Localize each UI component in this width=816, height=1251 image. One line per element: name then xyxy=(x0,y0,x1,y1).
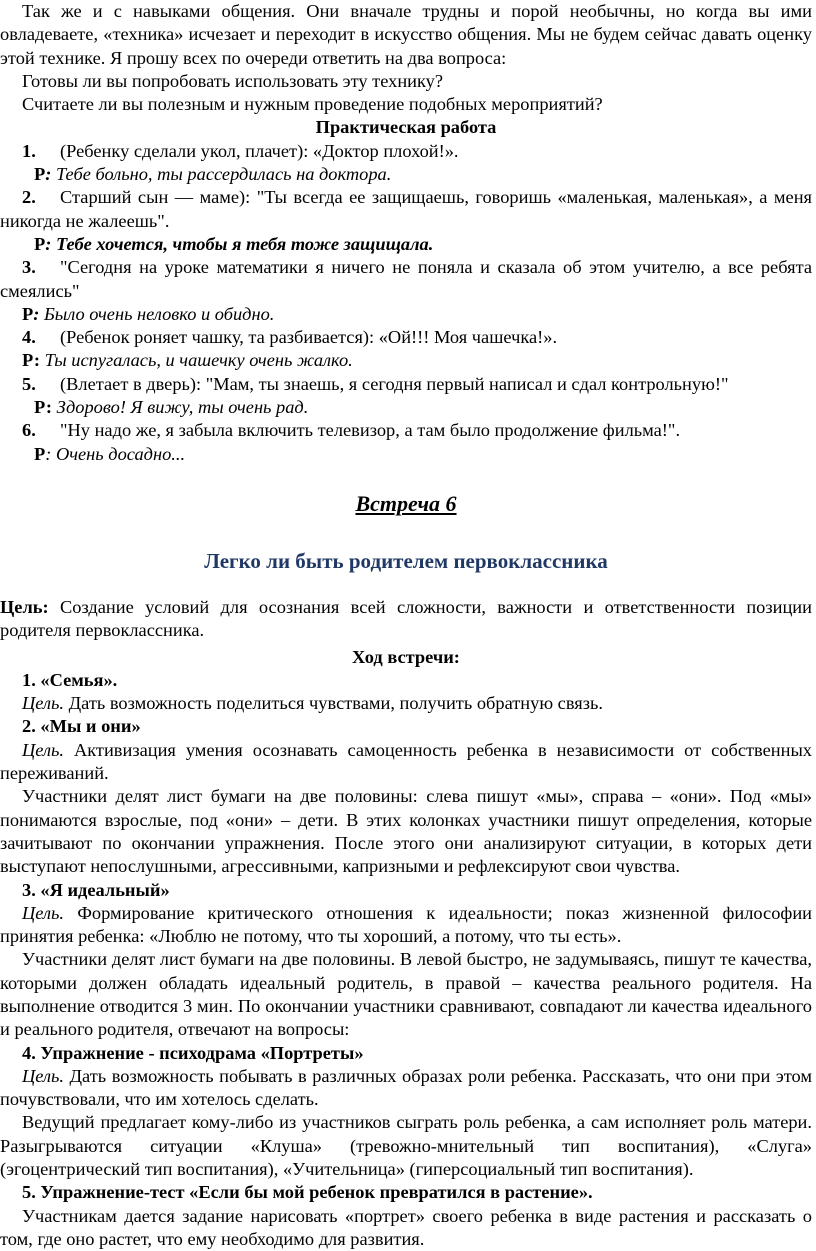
answer-colon: : xyxy=(45,233,52,254)
item-number: 5. xyxy=(22,373,36,394)
section-5-text: Участникам дается задание нарисовать «портрет» своего ребенка в виде растения и рассказать о том, где оно растет, что ему необходимо для развития. xyxy=(0,1205,812,1249)
practice-title: Практическая работа xyxy=(315,117,497,138)
goal-text: Создание условий для осознания всей сложности, важности и ответственности позиции родителя первоклассника. xyxy=(0,596,812,641)
goal-word: Цель. xyxy=(22,902,64,923)
answer-text: Тебе больно, ты рассердилась на доктора. xyxy=(51,164,392,185)
item-number: 4. xyxy=(22,327,36,348)
item-text: "Сегодня на уроке математики я ничего не поняла и сказала об этом учителю, а все ребята смеялись" xyxy=(0,257,812,301)
practice-item-3 xyxy=(0,256,812,303)
item-number: 3. xyxy=(22,257,36,278)
intro-paragraph: Так же и с навыками общения. Они вначале трудны и порой необычны, но когда вы ими овладеваете, «техника» исчезает и переходит в искусство общения. Мы не будем сейчас давать оценку этой технике. Я прошу всех по очереди ответить на два вопроса: xyxy=(0,1,812,68)
item-number: 6. xyxy=(22,420,36,441)
answer-label: Р xyxy=(34,233,46,254)
goal-text: Формирование критического отношения к идеальности; показ жизненной философии принятия ребенка: «Люблю не потому, что ты хороший, а потому, что ты есть». xyxy=(0,902,812,947)
section-3-goal xyxy=(0,902,812,949)
answer-text: Ты испугалась, и чашечку очень жалко. xyxy=(40,350,353,371)
item-number: 1. xyxy=(22,140,36,161)
practice-answer-4 xyxy=(0,349,812,372)
section-2-goal xyxy=(0,739,812,786)
practice-item-5 xyxy=(0,373,812,396)
course-title: Ход встречи: xyxy=(352,646,460,667)
goal-text: Активизация умения осознавать самоценность ребенка в независимости от собственных переживаний. xyxy=(0,739,812,784)
section-4-title: 4. Упражнение - психодрама «Портреты» xyxy=(22,1042,364,1063)
practice-item-1 xyxy=(0,140,812,163)
answer-label: Р xyxy=(22,303,34,324)
answer-label: Р xyxy=(34,443,46,464)
item-text: (Влетает в дверь): "Мам, ты знаешь, я сегодня первый написал и сдал контрольную!" xyxy=(60,373,729,394)
meeting-goal xyxy=(0,596,812,643)
practice-answer-6 xyxy=(0,443,812,466)
item-text: (Ребенку сделали укол, плачет): «Доктор плохой!». xyxy=(60,140,459,161)
item-text: (Ребенок роняет чашку, та разбивается): «Ой!!! Моя чашечка!». xyxy=(60,327,558,348)
answer-label: Р xyxy=(34,164,46,185)
goal-word: Цель. xyxy=(22,739,64,760)
goal-label: Цель: xyxy=(0,596,49,617)
section-3-text: Участники делят лист бумаги на две половины. В левой быстро, не задумываясь, пишут те качества, которыми должен обладать идеальный родитель, в правой – качества реального родителя. На выполнение отводится 3 мин. По окончании участники сравнивают, совпадают ли качества идеального и реального родителя, отвечают на вопросы: xyxy=(0,949,812,1040)
answer-colon: : xyxy=(45,164,52,185)
section-1-goal xyxy=(0,692,812,715)
answer-label: Р: xyxy=(34,397,53,418)
answer-colon: : xyxy=(33,303,40,324)
item-text: "Ну надо же, я забыла включить телевизор, а там было продолжение фильма!". xyxy=(60,420,681,441)
section-4-text: Ведущий предлагает кому-либо из участников сыграть роль ребенка, а сам исполняет роль матери. Разыгрываются ситуации «Клуша» (тревожно-мнительный тип воспитания), «Слуга» (эгоцентрический тип воспитания), «Учительница» (гиперсоциальный тип воспитания). xyxy=(0,1112,812,1180)
goal-text: Дать возможность поделиться чувствами, получить обратную связь. xyxy=(63,693,603,714)
section-3-title: 3. «Я идеальный» xyxy=(22,879,170,900)
section-1-title: 1. «Семья». xyxy=(22,669,118,690)
practice-answer-5 xyxy=(0,396,812,419)
section-2-text: Участники делят лист бумаги на две половины: слева пишут «мы», справа – «они». Под «мы» понимаются взрослые, под «они» – дети. В этих колонках участники пишут определения, которые зачитывают по окончании упражнения. После этого они анализируют ситуации, в которых дети выступают непослушными, агрессивными, капризными и рефлексируют свои чувства. xyxy=(0,786,812,877)
question-1: Готовы ли вы попробовать использовать эту технику? xyxy=(22,70,444,91)
practice-answer-3 xyxy=(0,303,812,326)
meeting-title: Встреча 6 xyxy=(355,490,457,516)
question-2: Считаете ли вы полезным и нужным проведение подобных мероприятий? xyxy=(22,94,603,115)
goal-word: Цель. xyxy=(22,1065,64,1086)
meeting-topic: Легко ли быть родителем первоклассника xyxy=(204,548,608,573)
item-text: Старший сын — маме): "Ты всегда ее защищаешь, говоришь «маленькая, маленькая», а меня никогда не жалеешь". xyxy=(0,187,812,231)
answer-text: Тебе хочется, чтобы я тебя тоже защищала. xyxy=(51,233,434,254)
answer-colon: : xyxy=(45,443,52,464)
answer-text: Здорово! Я вижу, ты очень рад. xyxy=(52,397,309,418)
practice-item-4 xyxy=(0,326,812,349)
answer-label: Р: xyxy=(22,350,41,371)
practice-item-2 xyxy=(0,186,812,233)
practice-item-6 xyxy=(0,419,812,442)
practice-answer-1 xyxy=(0,163,812,186)
goal-text: Дать возможность побывать в различных образах роли ребенка. Рассказать, что они при этом почувствовали, что им хотелось сделать. xyxy=(0,1065,812,1110)
item-number: 2. xyxy=(22,187,36,208)
answer-text: Было очень неловко и обидно. xyxy=(39,303,275,324)
goal-word: Цель. xyxy=(22,693,64,714)
section-5-title: 5. Упражнение-тест «Если бы мой ребенок превратился в растение». xyxy=(22,1182,593,1203)
section-2-title: 2. «Мы и они» xyxy=(22,716,141,737)
practice-answer-2 xyxy=(0,233,812,256)
answer-text: Очень досадно... xyxy=(51,443,186,464)
section-4-goal xyxy=(0,1065,812,1112)
